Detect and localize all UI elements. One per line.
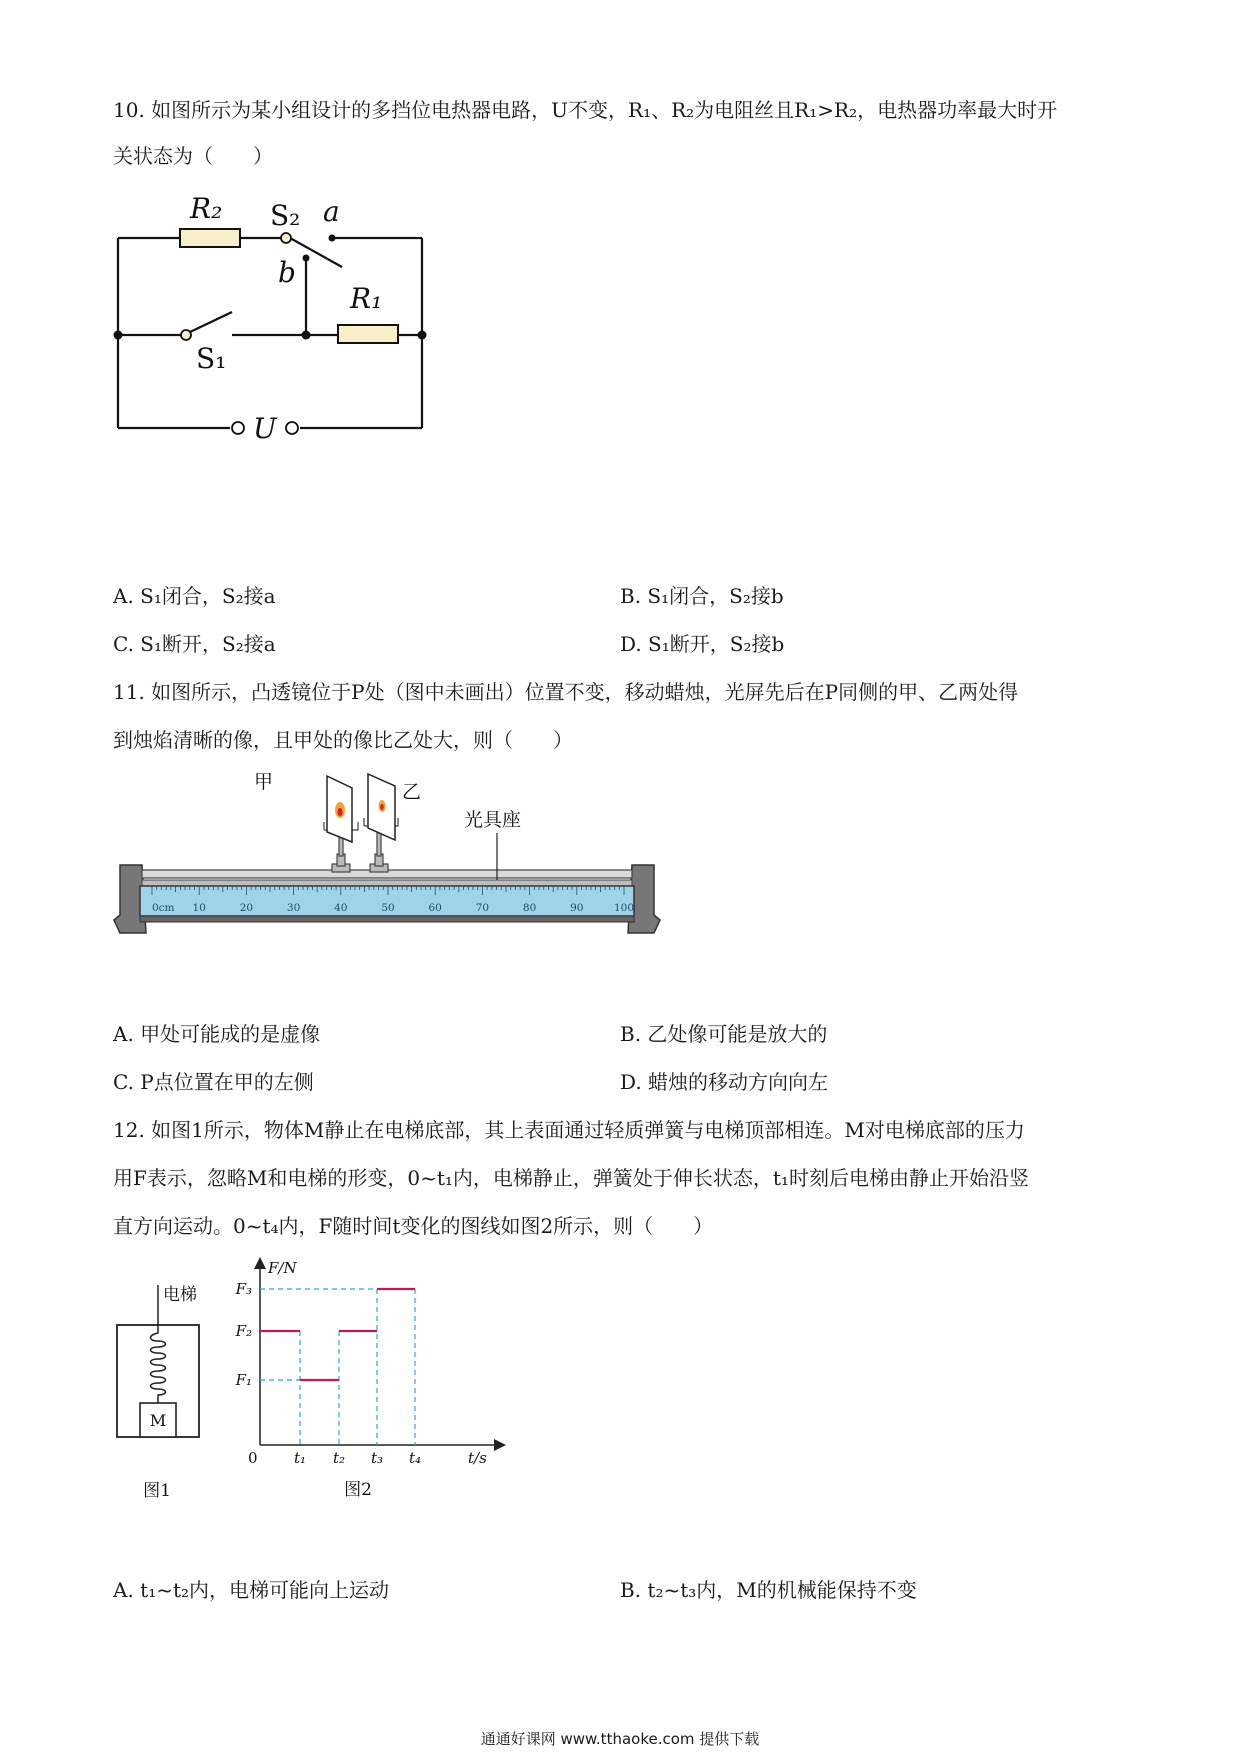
label-r2: R₂ bbox=[190, 192, 223, 225]
scale-tick-label: 10 bbox=[192, 902, 206, 914]
x-tick-label: t₁ bbox=[293, 1449, 307, 1467]
origin-label: 0 bbox=[248, 1449, 258, 1467]
q11-text-line2: 到烛焰清晰的像，且甲处的像比乙处大，则（ ） bbox=[113, 728, 573, 752]
label-jia: 甲 bbox=[254, 771, 274, 793]
s1-pivot bbox=[181, 330, 191, 340]
x-tick-label: t₄ bbox=[408, 1449, 422, 1467]
screen-jia bbox=[327, 776, 352, 842]
label-s1: S₁ bbox=[196, 342, 227, 375]
label-b: b bbox=[278, 256, 296, 289]
q10-option-b[interactable]: B. S₁闭合，S₂接b bbox=[620, 584, 784, 608]
scale-tick-label: 30 bbox=[286, 902, 301, 914]
x-axis-label: t/s bbox=[468, 1449, 487, 1467]
screen-yi bbox=[368, 774, 395, 840]
q11-optical-bench-figure bbox=[112, 770, 662, 950]
q12-figure1-elevator bbox=[112, 1280, 212, 1510]
u-terminal-left bbox=[232, 422, 244, 434]
r2-resistor bbox=[180, 229, 240, 247]
y-tick-label: F₂ bbox=[235, 1322, 252, 1340]
q12-figure2-graph bbox=[228, 1255, 518, 1505]
q11-option-a[interactable]: A. 甲处可能成的是虚像 bbox=[113, 1022, 321, 1046]
label-u: U bbox=[253, 412, 277, 445]
q12-text-line2: 用F表示，忽略M和电梯的形变，0~t₁内，电梯静止，弹簧处于伸长状态，t₁时刻后电梯由静止开始沿竖 bbox=[113, 1166, 1029, 1190]
scale-tick-label: 40 bbox=[334, 902, 348, 914]
q10-option-d[interactable]: D. S₁断开，S₂接b bbox=[620, 632, 785, 656]
fig1-caption: 图1 bbox=[143, 1481, 171, 1501]
q11-option-d[interactable]: D. 蜡烛的移动方向向左 bbox=[620, 1070, 829, 1094]
fig2-caption: 图2 bbox=[344, 1480, 372, 1500]
scale-tick-label: 80 bbox=[522, 902, 537, 914]
scale-tick-label: 100 bbox=[613, 902, 635, 914]
scale-tick-label: 90 bbox=[570, 902, 584, 914]
x-tick-label: t₃ bbox=[370, 1449, 384, 1467]
q12-text-line1: 12. 如图1所示，物体M静止在电梯底部，其上表面通过轻质弹簧与电梯顶部相连。M对电梯底部的压力 bbox=[113, 1118, 1025, 1142]
q10-option-a[interactable]: A. S₁闭合，S₂接a bbox=[113, 584, 276, 608]
y-axis-label: F/N bbox=[268, 1259, 297, 1277]
q10-text-line1: 10. 如图所示为某小组设计的多挡位电热器电路，U不变，R₁、R₂为电阻丝且R₁>R₂，电热器功率最大时开 bbox=[113, 98, 1058, 122]
label-a: a bbox=[323, 195, 340, 228]
page-footer: 通通好课网 www.tthaoke.com 提供下载 bbox=[480, 1730, 760, 1748]
u-terminal-right bbox=[286, 422, 298, 434]
r1-resistor bbox=[338, 325, 398, 343]
q12-text-line3: 直方向运动。0~t₄内，F随时间t变化的图线如图2所示，则（ ） bbox=[113, 1214, 714, 1238]
q11-option-c[interactable]: C. P点位置在甲的左侧 bbox=[113, 1070, 314, 1094]
label-mass: M bbox=[149, 1411, 167, 1430]
label-bench: 光具座 bbox=[464, 809, 522, 831]
scale-tick-label: 0cm bbox=[152, 902, 175, 914]
scale-tick-label: 20 bbox=[239, 902, 254, 914]
scale-tick-label: 60 bbox=[428, 902, 442, 914]
label-r1: R₁ bbox=[350, 282, 383, 315]
y-tick-label: F₃ bbox=[235, 1280, 252, 1298]
label-s2: S₂ bbox=[270, 199, 301, 232]
label-yi: 乙 bbox=[402, 781, 422, 803]
s2-pivot bbox=[281, 233, 291, 243]
q10-option-c[interactable]: C. S₁断开，S₂接a bbox=[113, 632, 276, 656]
q11-text-line1: 11. 如图所示，凸透镜位于P处（图中未画出）位置不变，移动蜡烛，光屏先后在P同侧的甲、乙两处得 bbox=[113, 680, 1019, 704]
y-tick-label: F₁ bbox=[235, 1371, 252, 1389]
scale-tick-label: 50 bbox=[381, 902, 395, 914]
x-tick-label: t₂ bbox=[332, 1449, 346, 1467]
q12-option-a[interactable]: A. t₁~t₂内，电梯可能向上运动 bbox=[113, 1578, 390, 1602]
label-elevator: 电梯 bbox=[163, 1285, 197, 1305]
scale-tick-label: 70 bbox=[475, 902, 490, 914]
q12-option-b[interactable]: B. t₂~t₃内，M的机械能保持不变 bbox=[620, 1578, 917, 1602]
q10-text-line2: 关状态为（ ） bbox=[113, 144, 273, 168]
q11-option-b[interactable]: B. 乙处像可能是放大的 bbox=[620, 1022, 828, 1046]
q10-circuit-diagram bbox=[110, 185, 470, 505]
